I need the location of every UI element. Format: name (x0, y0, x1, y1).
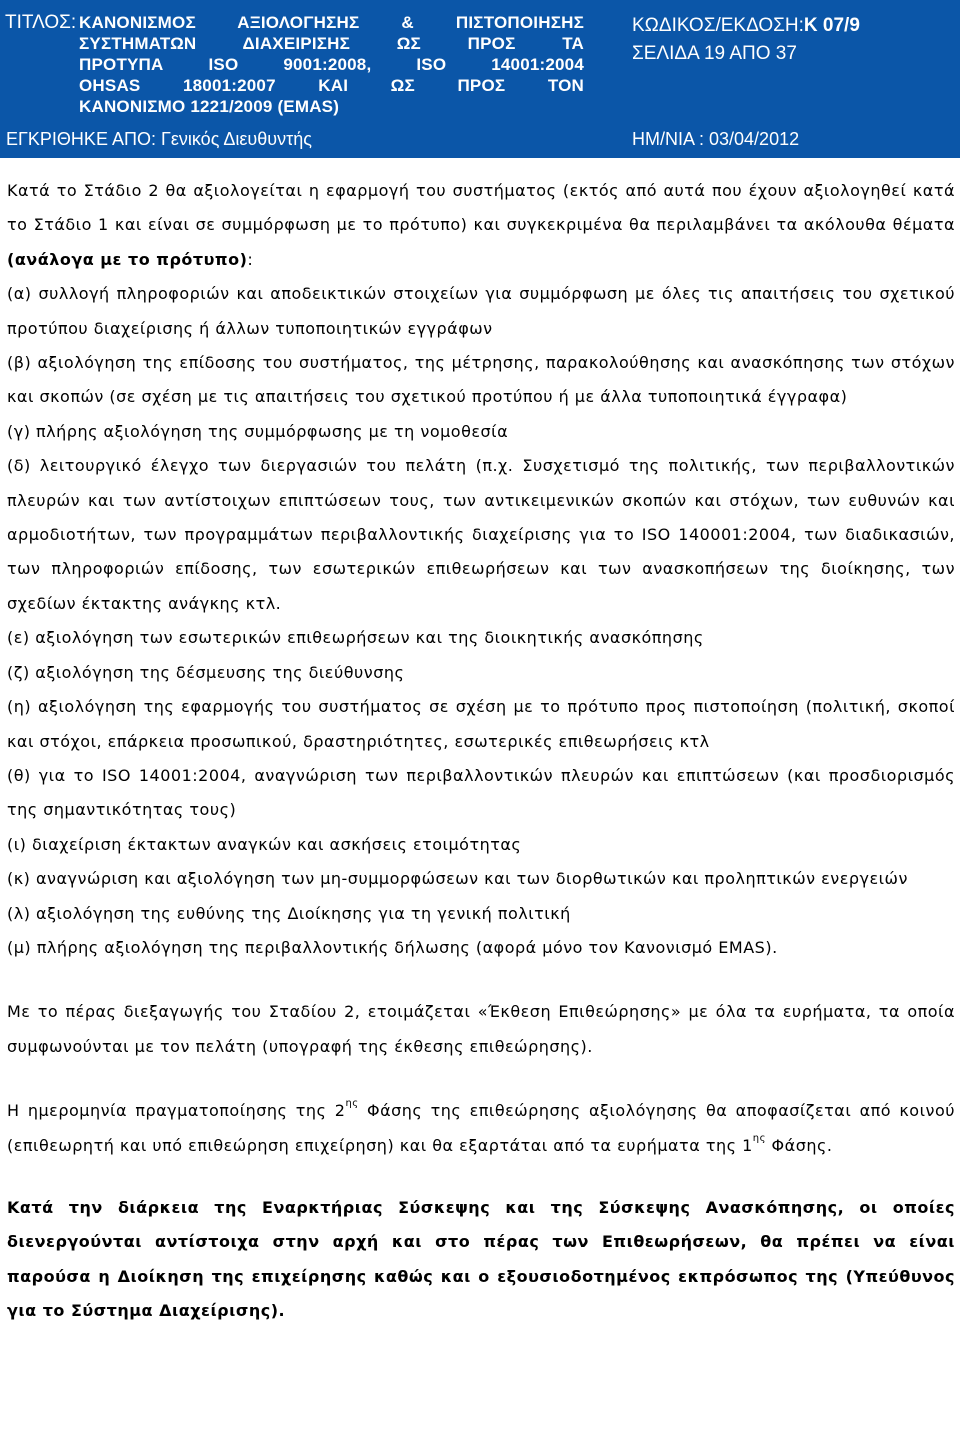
intro-paragraph (7, 174, 955, 277)
document-header (0, 0, 960, 158)
code-label: ΚΩΔΙΚΟΣ/ΕΚΔΟΣΗ: (632, 15, 804, 36)
title-line: OHSAS 18001:2007 ΚΑΙ ΩΣ ΠΡΟΣ ΤΟΝ (79, 76, 584, 95)
list-item: (κ) αναγνώριση και αξιολόγηση των μη-συμμορφώσεων και των διορθωτικών και προληπτικών ενεργειών (7, 869, 908, 889)
title-label: ΤΙΤΛΟΣ: (5, 12, 77, 33)
intro-end: : (247, 249, 254, 269)
date-text-1: Η ημερομηνία πραγματοποίησης της 2 (7, 1101, 346, 1121)
title-line: ΚΑΝΟΝΙΣΜΟΣ ΑΞΙΟΛΟΓΗΣΗΣ & ΠΙΣΤΟΠΟΙΗΣΗΣ (79, 13, 584, 32)
header-bottom-row (0, 125, 960, 158)
title-line: ΚΑΝΟΝΙΣΜΟ 1221/2009 (EMAS) (79, 97, 340, 116)
paragraph-gap (7, 1163, 955, 1191)
date-text-3: Φάσης. (765, 1135, 833, 1155)
document-date: ΗΜ/ΝΙΑ : 03/04/2012 (632, 129, 800, 149)
page-info: ΣΕΛΙΔΑ 19 ΑΠΟ 37 (632, 43, 797, 64)
intro-text: Κατά το Στάδιο 2 θα αξιολογείται η εφαρμογή του συστήματος (εκτός από αυτά που έχουν αξιολογηθεί κατά το Στάδιο 1 και είναι σε συμμόρφωση με το πρότυπο) και συγκεκριμένα θα περιλαμβάνει τα ακόλουθα θέματα (7, 181, 955, 235)
superscript: ης (345, 1098, 359, 1110)
list-item: (λ) αξιολόγηση της ευθύνης της Διοίκησης για τη γενική πολιτική (7, 903, 571, 923)
list-item: (η) αξιολόγηση της εφαρμογής του συστήματος σε σχέση με το πρότυπο προς πιστοποίηση (πολιτική, σκοποί και στόχοι, επάρκεια προσωπικού, δραστηριότητες, εσωτερικές επιθεωρήσεις κτλ (7, 697, 955, 751)
paragraph-gap (7, 965, 955, 995)
approved-by: ΕΓΚΡΙΘΗΚΕ ΑΠΟ: Γενικός Διευθυντής (6, 129, 312, 149)
title-line: ΠΡΟΤΥΠΑ ISO 9001:2008, ISO 14001:2004 (79, 55, 584, 74)
list-item: (ι) διαχείριση έκτακτων αναγκών και ασκήσεις ετοιμότητας (7, 834, 522, 854)
list-item: (γ) πλήρης αξιολόγηση της συμμόρφωσης με τη νομοθεσία (7, 421, 509, 441)
list-item: (θ) για το ISO 14001:2004, αναγνώριση των περιβαλλοντικών πλευρών και επιπτώσεων (και προσδιορισμός της σημαντικότητας τους) (7, 765, 955, 820)
code-block (632, 12, 860, 68)
date-paragraph (7, 1094, 955, 1163)
code-line (632, 12, 860, 40)
list-item: (ζ) αξιολόγηση της δέσμευσης της διεύθυνσης (7, 662, 405, 682)
date-text-2: Φάσης της επιθεώρησης αξιολόγησης θα αποφασίζεται από κοινού (επιθεωρητή και υπό επιθεώρηση επιχείρηση) και θα εξαρτάται από τα ευρήματα της 1 (7, 1101, 955, 1155)
code-value: Κ 07/9 (803, 15, 860, 36)
paragraph-gap (7, 1064, 955, 1094)
list-item: (α) συλλογή πληροφοριών και αποδεικτικών στοιχείων για συμμόρφωση με όλες τις απαιτήσεις του σχετικού προτύπου διαχείρισης ή άλλων τυποποιητικών εγγράφων (7, 284, 955, 338)
list-item: (β) αξιολόγηση της επίδοσης του συστήματος, της μέτρησης, παρακολούθησης και ανασκόπησης των στόχων και σκοπών (σε σχέση με τις απαιτήσεις του σχετικού προτύπου ή με άλλα τυποποιητικά έγγραφα) (7, 353, 955, 407)
title-line: ΣΥΣΤΗΜΑΤΩΝ ΔΙΑΧΕΙΡΙΣΗΣ ΩΣ ΠΡΟΣ ΤΑ (79, 34, 584, 53)
document-body (7, 174, 955, 1329)
document-title (79, 12, 584, 117)
final-paragraph: Κατά την διάρκεια της Εναρκτήριας Σύσκεψης και της Σύσκεψης Ανασκόπησης, οι οποίες διενεργούνται αντίστοιχα στην αρχή και στο πέρας των Επιθεωρήσεων, θα πρέπει να είναι παρούσα η Διοίκηση της επιχείρησης καθώς και ο εξουσιοδοτημένος εκπρόσωπος της (Υπεύθυνος για το Σύστημα Διαχείρισης). (7, 1197, 955, 1321)
list-item: (μ) πλήρης αξιολόγηση της περιβαλλοντικής δήλωσης (αφορά μόνο τον Κανονισμό EMAS). (7, 937, 778, 957)
intro-bold: (ανάλογα με το πρότυπο) (7, 249, 248, 269)
list-item: (δ) λειτουργικό έλεγχο των διεργασιών του πελάτη (π.χ. Συσχετισμό της πολιτικής, των περιβαλλοντικών πλευρών και των αντίστοιχων επιπτώσεων τους, των αντικειμενικών σκοπών και στόχων, των ευθυνών και αρμοδιοτήτων, των προγραμμάτων περιβαλλοντικής διαχείρισης για το ISO 140001:2004, των διαδικασιών, των πληροφοριών επίδοσης, των εσωτερικών επιθεωρήσεων και των ανασκοπήσεων της διοίκησης, των σχεδίων έκτακτης ανάγκης κτλ. (7, 456, 955, 613)
report-paragraph: Με το πέρας διεξαγωγής του Σταδίου 2, ετοιμάζεται «Έκθεση Επιθεώρησης» με όλα τα ευρήματα, τα οποία συμφωνούνται με τον πελάτη (υπογραφή της έκθεσης επιθεώρησης). (7, 1002, 955, 1056)
superscript: ης (752, 1132, 766, 1144)
list-item: (ε) αξιολόγηση των εσωτερικών επιθεωρήσεων και της διοικητικής ανασκόπησης (7, 628, 704, 648)
